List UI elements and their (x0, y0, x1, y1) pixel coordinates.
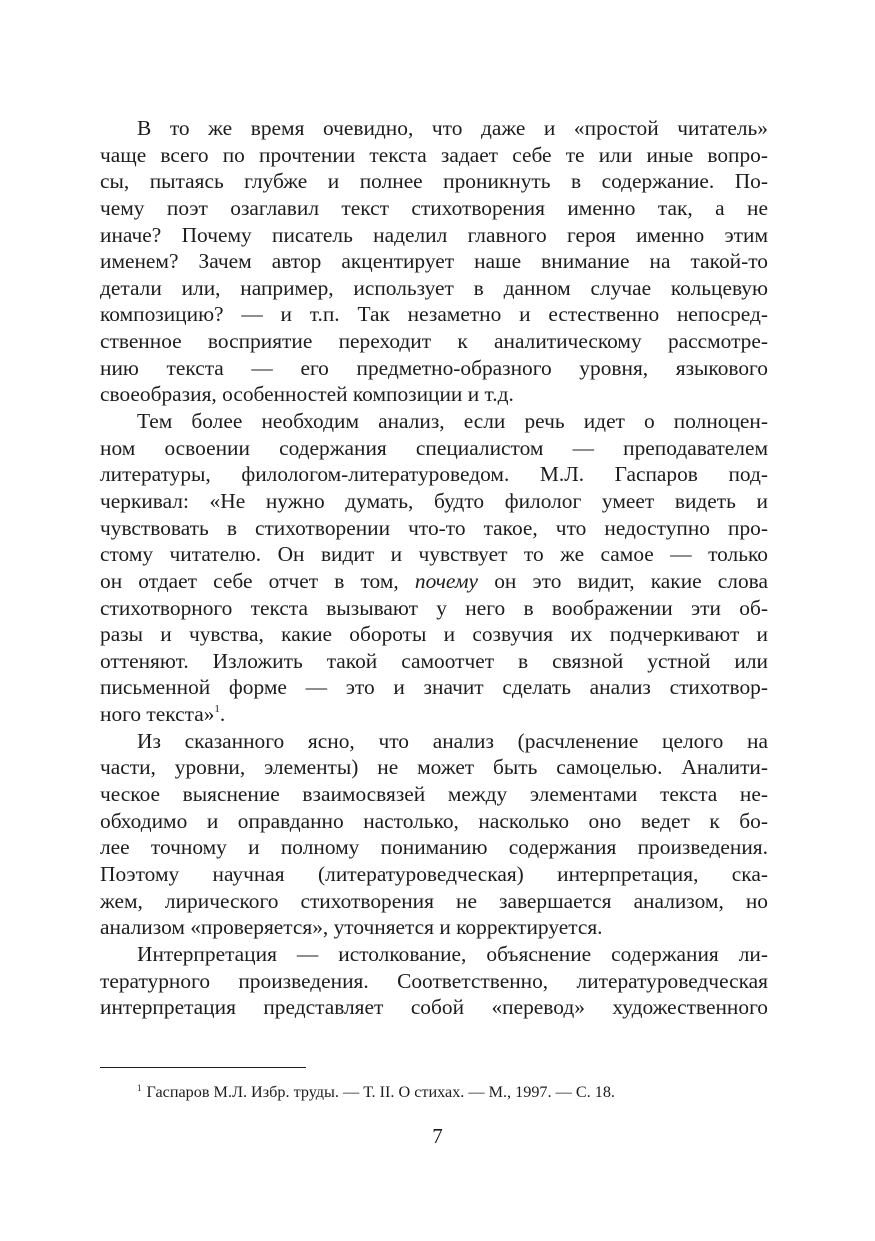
text-line: жем, лирического стихотворения не завершается анализом, но (100, 888, 768, 913)
text-line: части, уровни, элементы) не может быть самоцелью. Аналити- (100, 755, 768, 780)
text-line: интерпретация представляет собой «перевод» художественного (100, 995, 768, 1020)
footnote (137, 1081, 615, 1103)
text-line: иначе? Почему писатель наделил главного героя именно этим (100, 222, 768, 247)
footnote-marker: 1 (137, 1083, 142, 1093)
text-line-with-footnote-ref (100, 701, 768, 728)
text-line-with-italic (100, 568, 768, 595)
text-line: разы и чувства, какие обороты и созвучия их подчеркивают и (100, 622, 768, 647)
text-line: литературы, филологом-литературоведом. М.Л. Гаспаров под- (100, 462, 768, 487)
text-line: Из сказанного ясно, что анализ (расчленение целого на (137, 728, 768, 753)
paragraph (100, 728, 768, 941)
text-line: лее точному и полному пониманию содержания произведения. (100, 835, 768, 860)
text-line: стому читателю. Он видит и чувствует то же самое — только (100, 542, 768, 567)
text-line: анализом «проверяется», уточняется и корректируется. (100, 915, 603, 940)
paragraph (100, 941, 768, 1021)
page-number: 7 (432, 1124, 443, 1148)
footnote-text: Гаспаров М.Л. Избр. труды. — Т. II. О стихах. — М., 1997. — С. 18. (146, 1083, 615, 1101)
text-line: чувствовать в стихотворении что-то такое, что недоступно про- (100, 515, 768, 540)
text-line: именем? Зачем автор акцентирует наше внимание на такой-то (100, 249, 768, 274)
text-line: детали или, например, использует в данном случае кольцевую (100, 275, 768, 300)
paragraph (100, 115, 768, 408)
text-segment: он это видит, какие слова (478, 568, 768, 593)
text-line: нию текста — его предметно-образного уровня, языкового (100, 355, 768, 380)
text-line: обходимо и оправданно настолько, насколько оно ведет к бо- (100, 808, 768, 833)
text-line: чему поэт озаглавил текст стихотворения именно так, а не (100, 195, 768, 220)
text-line: черкивал: «Не нужно думать, будто филолог умеет видеть и (100, 488, 768, 513)
text-line: своеобразия, особенностей композиции и т.д. (100, 382, 514, 407)
text-line: стихотворного текста вызывают у него в воображении эти об- (100, 595, 768, 620)
text-segment: он отдает себе отчет в том, (100, 568, 415, 593)
text-line: сы, пытаясь глубже и полнее проникнуть в содержание. По- (100, 169, 768, 194)
text-line: письменной форме — это и значит сделать анализ стихотвор- (100, 675, 768, 700)
footnote-divider (100, 1067, 306, 1068)
text-line: оттеняют. Изложить такой самоотчет в связной устной или (100, 648, 768, 673)
text-line: Тем более необходим анализ, если речь идет о полноцен- (137, 409, 768, 434)
text-line: Интерпретация — истолкование, объяснение содержания ли- (137, 941, 768, 966)
text-line: тературного произведения. Соответственно, литературоведческая (100, 968, 768, 993)
text-line: Поэтому научная (литературоведческая) интерпретация, ска- (100, 861, 768, 886)
text-line: чаще всего по прочтении текста задает себе те или иные вопро- (100, 142, 768, 167)
text-line: ственное восприятие переходит к аналитическому рассмотре- (100, 329, 768, 354)
text-segment: ного текста» (100, 702, 215, 727)
text-line: ческое выяснение взаимосвязей между элементами текста не- (100, 782, 768, 807)
paragraph (100, 408, 768, 728)
text-line: ном освоении содержания специалистом — преподавателем (100, 435, 768, 460)
footnote-reference[interactable]: 1 (214, 703, 220, 716)
text-line: композицию? — и т.п. Так незаметно и естественно непосред- (100, 302, 768, 327)
text-line: В то же время очевидно, что даже и «простой читатель» (137, 116, 768, 140)
text-segment: . (219, 702, 226, 727)
main-text (100, 115, 768, 1021)
italic-word: почему (414, 568, 479, 593)
